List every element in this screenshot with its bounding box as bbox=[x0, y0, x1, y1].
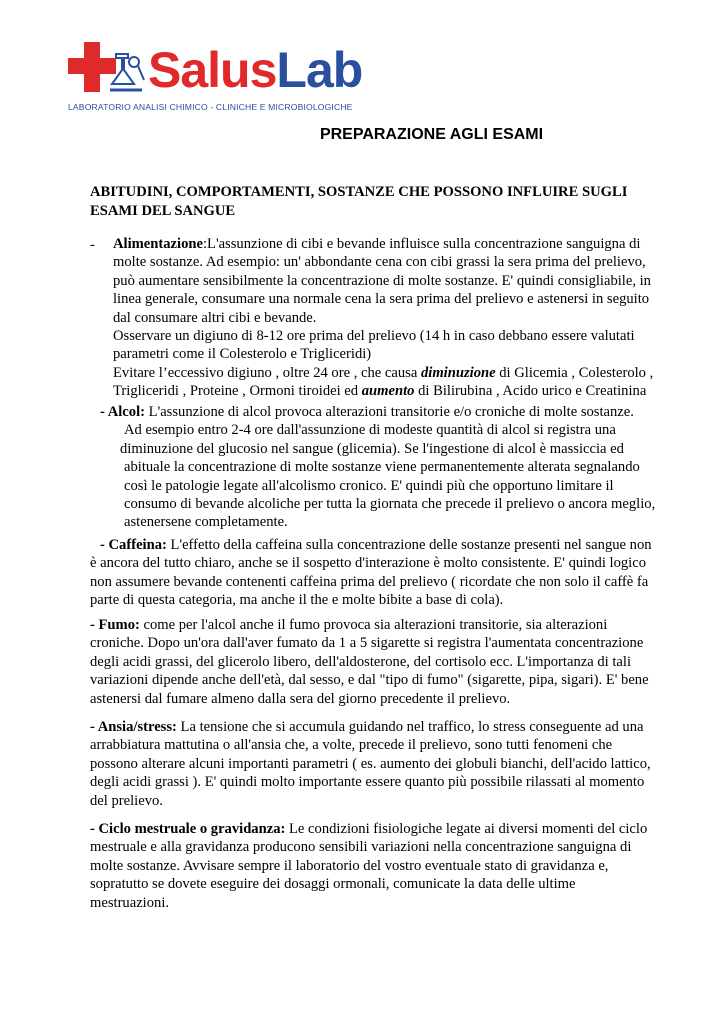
paragraph-line: consumo di bevande alcoliche per tutta la giornata che precede il prelievo o ancora meglio, bbox=[124, 496, 656, 513]
paragraph-fumo bbox=[90, 616, 660, 708]
section-heading-line: ABITUDINI, COMPORTAMENTI, SOSTANZE CHE POSSONO INFLUIRE SUGLI bbox=[90, 184, 628, 200]
paragraph-line: è ancora del tutto chiaro, anche se il sospetto d'interazione è molto consistente. E' quindi logico bbox=[90, 555, 647, 572]
paragraph-line: - Alcol: L'assunzione di alcol provoca alterazioni transitorie e/o croniche di molte sostanze. bbox=[100, 404, 634, 420]
paragraph-line: variazioni dipende anche dell'età, dal sesso, e dal "tipo di fumo" (sigarette, pipa, sigari). E' bene bbox=[90, 672, 649, 689]
paragraph-line: arrabbiatura mattutina o all'ansia che, a volte, precede il prelievo, sono tutti fenomeni che bbox=[90, 737, 613, 754]
ansia-label: - Ansia/stress: bbox=[90, 719, 177, 735]
caffeina-label: - Caffeina: bbox=[100, 537, 167, 553]
paragraph-alimentazione bbox=[113, 235, 659, 401]
paragraph-ansia bbox=[90, 718, 660, 810]
list-dash: - bbox=[90, 237, 95, 253]
microscope-flask-icon bbox=[108, 50, 148, 96]
paragraph-line: - Ciclo mestruale o gravidanza: Le condizioni fisiologiche legate ai diversi momenti del ciclo bbox=[90, 821, 648, 837]
paragraph-line: del prelievo. bbox=[90, 792, 163, 809]
fumo-label: - Fumo: bbox=[90, 617, 140, 633]
paragraph-ciclo bbox=[90, 820, 660, 912]
paragraph-line: abituale la concentrazione di molte sostanze viene permanentemente alterata segnalando bbox=[124, 459, 640, 476]
paragraph-line: - Ansia/stress: La tensione che si accumula guidando nel traffico, lo stress conseguente ad una bbox=[90, 719, 644, 735]
alimentazione-label: Alimentazione bbox=[113, 236, 203, 252]
paragraph-line: molte sostanze. Avvisare sempre il laboratorio del vostro eventuale stato di gravidanza e, bbox=[90, 857, 609, 874]
paragraph-caffeina bbox=[90, 536, 660, 610]
paragraph-line: - Caffeina: L'effetto della caffeina sulla concentrazione delle sostanze presenti nel sangue non bbox=[100, 537, 652, 553]
paragraph-line: possono alterare alcuni importanti parametri ( es. aumento dei globuli bianchi, dell'acido lattico, bbox=[90, 755, 651, 772]
paragraph-line: parte di questa categoria, ma anche il the e molte bibite a base di cola). bbox=[90, 592, 504, 609]
paragraph-line: sopratutto se dovete eseguire dei dosaggi ormonali, comunicate la data delle ultime bbox=[90, 876, 576, 893]
paragraph-line: diminuzione del glucosio nel sangue (glicemia). Se l'ingestione di alcol è massiccia ed bbox=[120, 440, 624, 457]
paragraph-line: non assumere bevande contenenti caffeina prima del prelievo ( ricordate che non solo il caffè fa bbox=[90, 573, 649, 590]
paragraph-line: Osservare un digiuno di 8-12 ore prima del prelievo (14 h in caso debbano essere valutati bbox=[113, 328, 635, 345]
paragraph-line: - Fumo: come per l'alcol anche il fumo provoca sia alterazioni transitorie, sia alterazioni bbox=[90, 617, 608, 633]
paragraph-line: molte sostanze. Ad esempio: un' abbondante cena con cibi grassi la sera prima del prelievo, bbox=[113, 254, 646, 271]
company-logo bbox=[68, 36, 363, 116]
logo-subtitle: LABORATORIO ANALISI CHIMICO - CLINICHE E MICROBIOLOGICHE bbox=[68, 102, 353, 112]
emphasis-aumento: aumento bbox=[361, 383, 415, 400]
section-heading bbox=[90, 183, 650, 221]
paragraph-line: Trigliceridi , Proteine , Ormoni tiroidei ed aumento di Bilirubina , Acido urico e Creatinina bbox=[113, 383, 647, 400]
paragraph-line: linea generale, consumare una normale cena la sera prima del prelievo e astenersi in seguito bbox=[113, 291, 650, 308]
ciclo-label: - Ciclo mestruale o gravidanza: bbox=[90, 821, 286, 837]
page-title: PREPARAZIONE AGLI ESAMI bbox=[319, 126, 544, 143]
paragraph-line: Alimentazione:L'assunzione di cibi e bevande influisce sulla concentrazione sanguigna di bbox=[113, 236, 641, 252]
paragraph-line: astenersene completamente. bbox=[124, 514, 288, 531]
page-title-container bbox=[0, 126, 725, 144]
section-heading-line: ESAMI DEL SANGUE bbox=[90, 203, 236, 219]
paragraph-line: Evitare l’eccessivo digiuno , oltre 24 ore , che causa diminuzione di Glicemia , Colesterolo , bbox=[113, 364, 654, 381]
paragraph-line: degli acidi grassi ). E' quindi molto importante essere quanto più possibile rilassati al momento bbox=[90, 774, 645, 791]
paragraph-line: mestruazioni. bbox=[90, 894, 170, 911]
brand-salus: Salus bbox=[148, 42, 277, 98]
brand-name bbox=[148, 42, 362, 98]
paragraph-line: parametri come il Colesterolo e Trigliceridi) bbox=[113, 346, 372, 363]
paragraph-line: Ad esempio entro 2-4 ore dall'assunzione di modeste quantità di alcol si registra una bbox=[124, 422, 616, 439]
paragraph-line: degli acidi grassi, del glicerolo libero, dell'aldosterone, del cortisolo ecc. L'importanza di tali bbox=[90, 653, 631, 670]
paragraph-line: mestruale e alla gravidanza producono sensibili variazioni nella concentrazione sanguigna di bbox=[90, 839, 632, 856]
paragraph-line: può aumentare sensibilmente la concentrazione di molte sostanze. E' quindi consigliabile, in bbox=[113, 272, 651, 289]
paragraph-line: così le patologie legate all'alcolismo cronico. E' quindi più che opportuno limitare il bbox=[124, 477, 614, 494]
emphasis-diminuzione: diminuzione bbox=[420, 364, 496, 381]
paragraph-alcol bbox=[100, 403, 670, 532]
paragraph-line: astenersi dal fumare almeno dalla sera del giorno precedente il prelievo. bbox=[90, 690, 511, 707]
paragraph-line: croniche. Dopo un'ora dall'aver fumato da 1 a 5 sigarette si registra l'aumentata concentrazione bbox=[90, 635, 644, 652]
paragraph-line: dal consumare altri cibi e bevande. bbox=[113, 309, 317, 326]
brand-lab: Lab bbox=[276, 42, 363, 98]
alcol-label: - Alcol: bbox=[100, 404, 145, 420]
